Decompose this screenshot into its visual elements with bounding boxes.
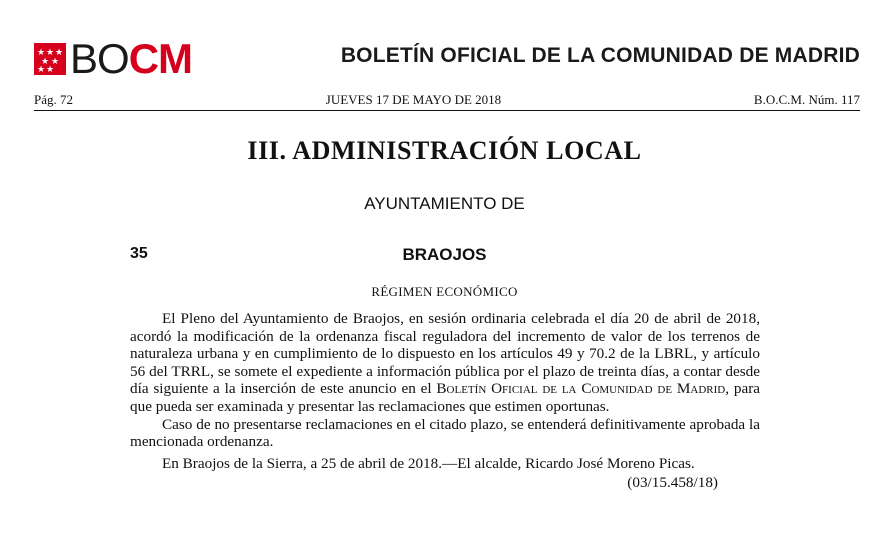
madrid-flag-icon: ★ ★ ★ ★ ★ ★ ★ <box>34 43 66 75</box>
entry-subject: RÉGIMEN ECONÓMICO <box>371 284 518 299</box>
running-header <box>34 92 860 108</box>
entry-number: 35 <box>130 245 148 262</box>
logo-cm: CM <box>128 35 193 82</box>
bocm-logo <box>34 35 193 82</box>
signature-line: En Braojos de la Sierra, a 25 de abril de 2018.—El alcalde, Ricardo José Moreno Picas. <box>162 454 695 472</box>
body-paragraph-1 <box>130 310 760 416</box>
paragraph-1-end: , para que pueda ser examinada y presentar las reclamaciones que estimen oportunas. <box>130 380 761 415</box>
body-paragraph-2: Caso de no presentarse reclamaciones en el citado plazo, se entenderá definitivamente aprobada la mencionada ordenanza. <box>130 415 760 451</box>
bulletin-title: BOLETÍN OFICIAL DE LA COMUNIDAD DE MADRID <box>340 44 860 67</box>
header-rule <box>34 110 860 111</box>
entry-town: BRAOJOS <box>402 245 487 264</box>
section-title: III. ADMINISTRACIÓN LOCAL <box>247 136 642 165</box>
bulletin-name: Boletín Oficial de la Comunidad de Madrid <box>436 380 726 398</box>
paragraph-1-text: El Pleno del Ayuntamiento de Braojos, en sesión ordinaria celebrada el día 20 de abril de 2018, acordó la modificación de la ordenanza fiscal reguladora del incremento de valor de los terrenos de naturaleza urbana y en cumplimiento de lo dispuesto en los artículos 49 y 70.2 de la LBRL, y artículo 56 del TRRL, se somete el expediente a información pública por el plazo de treinta días, a contar desde día siguiente a la inserción de este anuncio en el <box>130 310 760 398</box>
logo-bo: BO <box>70 35 129 82</box>
entry-body <box>130 310 760 492</box>
page-number: Pág. 72 <box>34 92 73 107</box>
issue-date: JUEVES 17 DE MAYO DE 2018 <box>325 92 502 107</box>
logo-wordmark <box>70 35 193 82</box>
masthead <box>34 32 860 82</box>
reference-number: (03/15.458/18) <box>627 474 718 492</box>
section-heading: AYUNTAMIENTO DE <box>364 194 525 213</box>
issue-number: B.O.C.M. Núm. 117 <box>753 92 860 107</box>
